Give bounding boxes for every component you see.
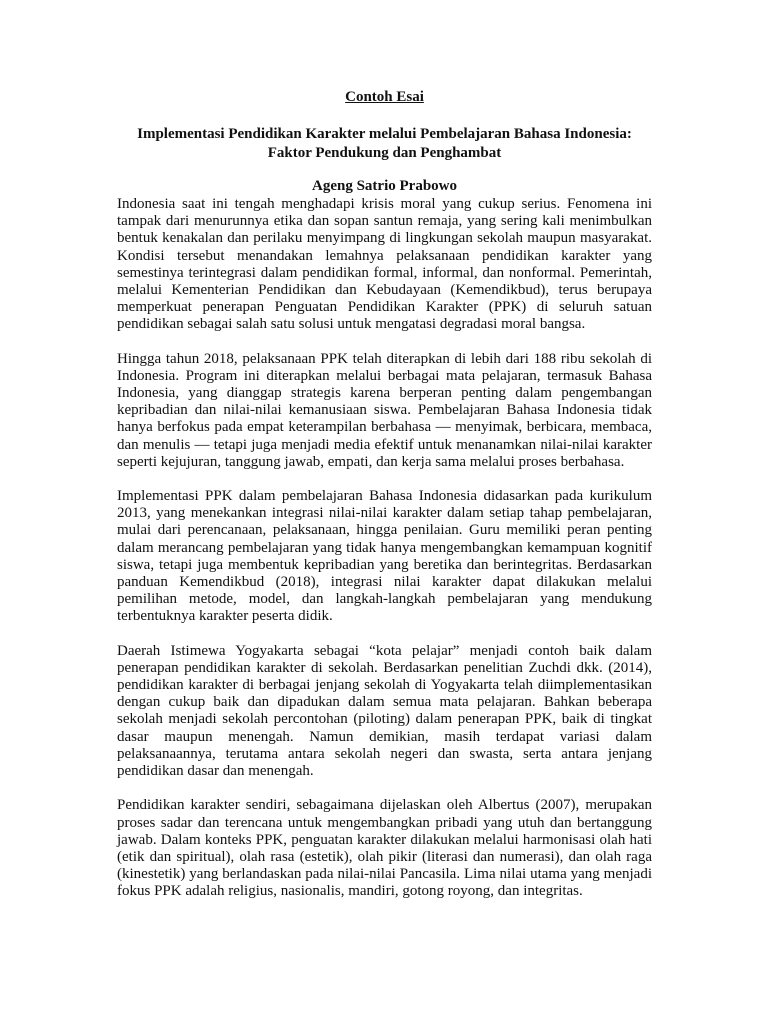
author-name: Ageng Satrio Prabowo [312,178,457,194]
document-label: Contoh Esai [345,89,424,105]
document-body [117,88,652,901]
essay-title-line-2: Faktor Pendukung dan Penghambat [267,145,502,161]
paragraph-5: Pendidikan karakter sendiri, sebagaimana dijelaskan oleh Albertus (2007), merupakan proses sadar dan terencana untuk mengembangkan pribadi yang utuh dan bertanggung jawab. Dalam konteks PPK, penguatan karakter dilakukan melalui harmonisasi olah hati (etik dan spiritual), olah rasa (estetik), olah pikir (literasi dan numerasi), dan olah raga (kinestetik) yang berlandaskan pada nilai-nilai Pancasila. Lima nilai utama yang menjadi fokus PPK adalah religius, nasionalis, mandiri, gotong royong, dan integritas. [117,797,652,900]
paragraph-4: Daerah Istimewa Yogyakarta sebagai “kota pelajar” menjadi contoh baik dalam penerapan pendidikan karakter di sekolah. Berdasarkan penelitian Zuchdi dkk. (2014), pendidikan karakter di berbagai jenjang sekolah di Yogyakarta telah diimplementasikan dengan cukup baik dan dipadukan dalam semua mata pelajaran. Bahkan beberapa sekolah menjadi sekolah percontohan (piloting) dalam penerapan PPK, baik di tingkat dasar maupun menengah. Namun demikian, masih terdapat variasi dalam pelaksanaannya, terutama antara sekolah negeri dan swasta, serta antara jenjang pendidikan dasar dan menengah. [117,642,652,780]
essay-title-line-1: Implementasi Pendidikan Karakter melalui Pembelajaran Bahasa Indonesia: [137,126,632,142]
essay-title [117,125,652,163]
paragraph-2: Hingga tahun 2018, pelaksanaan PPK telah diterapkan di lebih dari 188 ribu sekolah di Indonesia. Program ini diterapkan melalui berbagai mata pelajaran, termasuk Bahasa Indonesia, yang dianggap strategis karena berperan penting dalam pengembangan kepribadian dan nilai-nilai kemanusiaan siswa. Pembelajaran Bahasa Indonesia tidak hanya berfokus pada empat keterampilan berbahasa — menyimak, berbicara, membaca, dan menulis — tetapi juga menjadi media efektif untuk menanamkan nilai-nilai karakter seperti kejujuran, tanggung jawab, empati, dan kerja sama melalui proses berbahasa. [117,350,652,470]
paragraph-1: Indonesia saat ini tengah menghadapi krisis moral yang cukup serius. Fenomena ini tampak dari menurunnya etika dan sopan santun remaja, yang sering kali menimbulkan bentuk kenakalan dan perilaku menyimpang di lingkungan sekolah maupun masyarakat. Kondisi tersebut menandakan lemahnya pelaksanaan pendidikan karakter yang semestinya terintegrasi dalam pendidikan formal, informal, dan nonformal. Pemerintah, melalui Kementerian Pendidikan dan Kebudayaan (Kemendikbud), terus berupaya memperkuat penerapan Penguatan Pendidikan Karakter (PPK) di seluruh satuan pendidikan sebagai salah satu solusi untuk mengatasi degradasi moral bangsa. [117,196,652,333]
paragraph-3: Implementasi PPK dalam pembelajaran Bahasa Indonesia didasarkan pada kurikulum 2013, yang menekankan integrasi nilai-nilai karakter dalam setiap tahap pembelajaran, mulai dari perencanaan, pelaksanaan, hingga penilaian. Guru memiliki peran penting dalam merancang pembelajaran yang tidak hanya mengembangkan kemampuan kognitif siswa, tetapi juga membentuk kepribadian yang beretika dan berintegritas. Berdasarkan panduan Kemendikbud (2018), integrasi nilai karakter dapat dilakukan melalui pemilihan metode, model, dan langkah-langkah pembelajaran yang mendukung terbentuknya karakter peserta didik. [117,488,652,625]
